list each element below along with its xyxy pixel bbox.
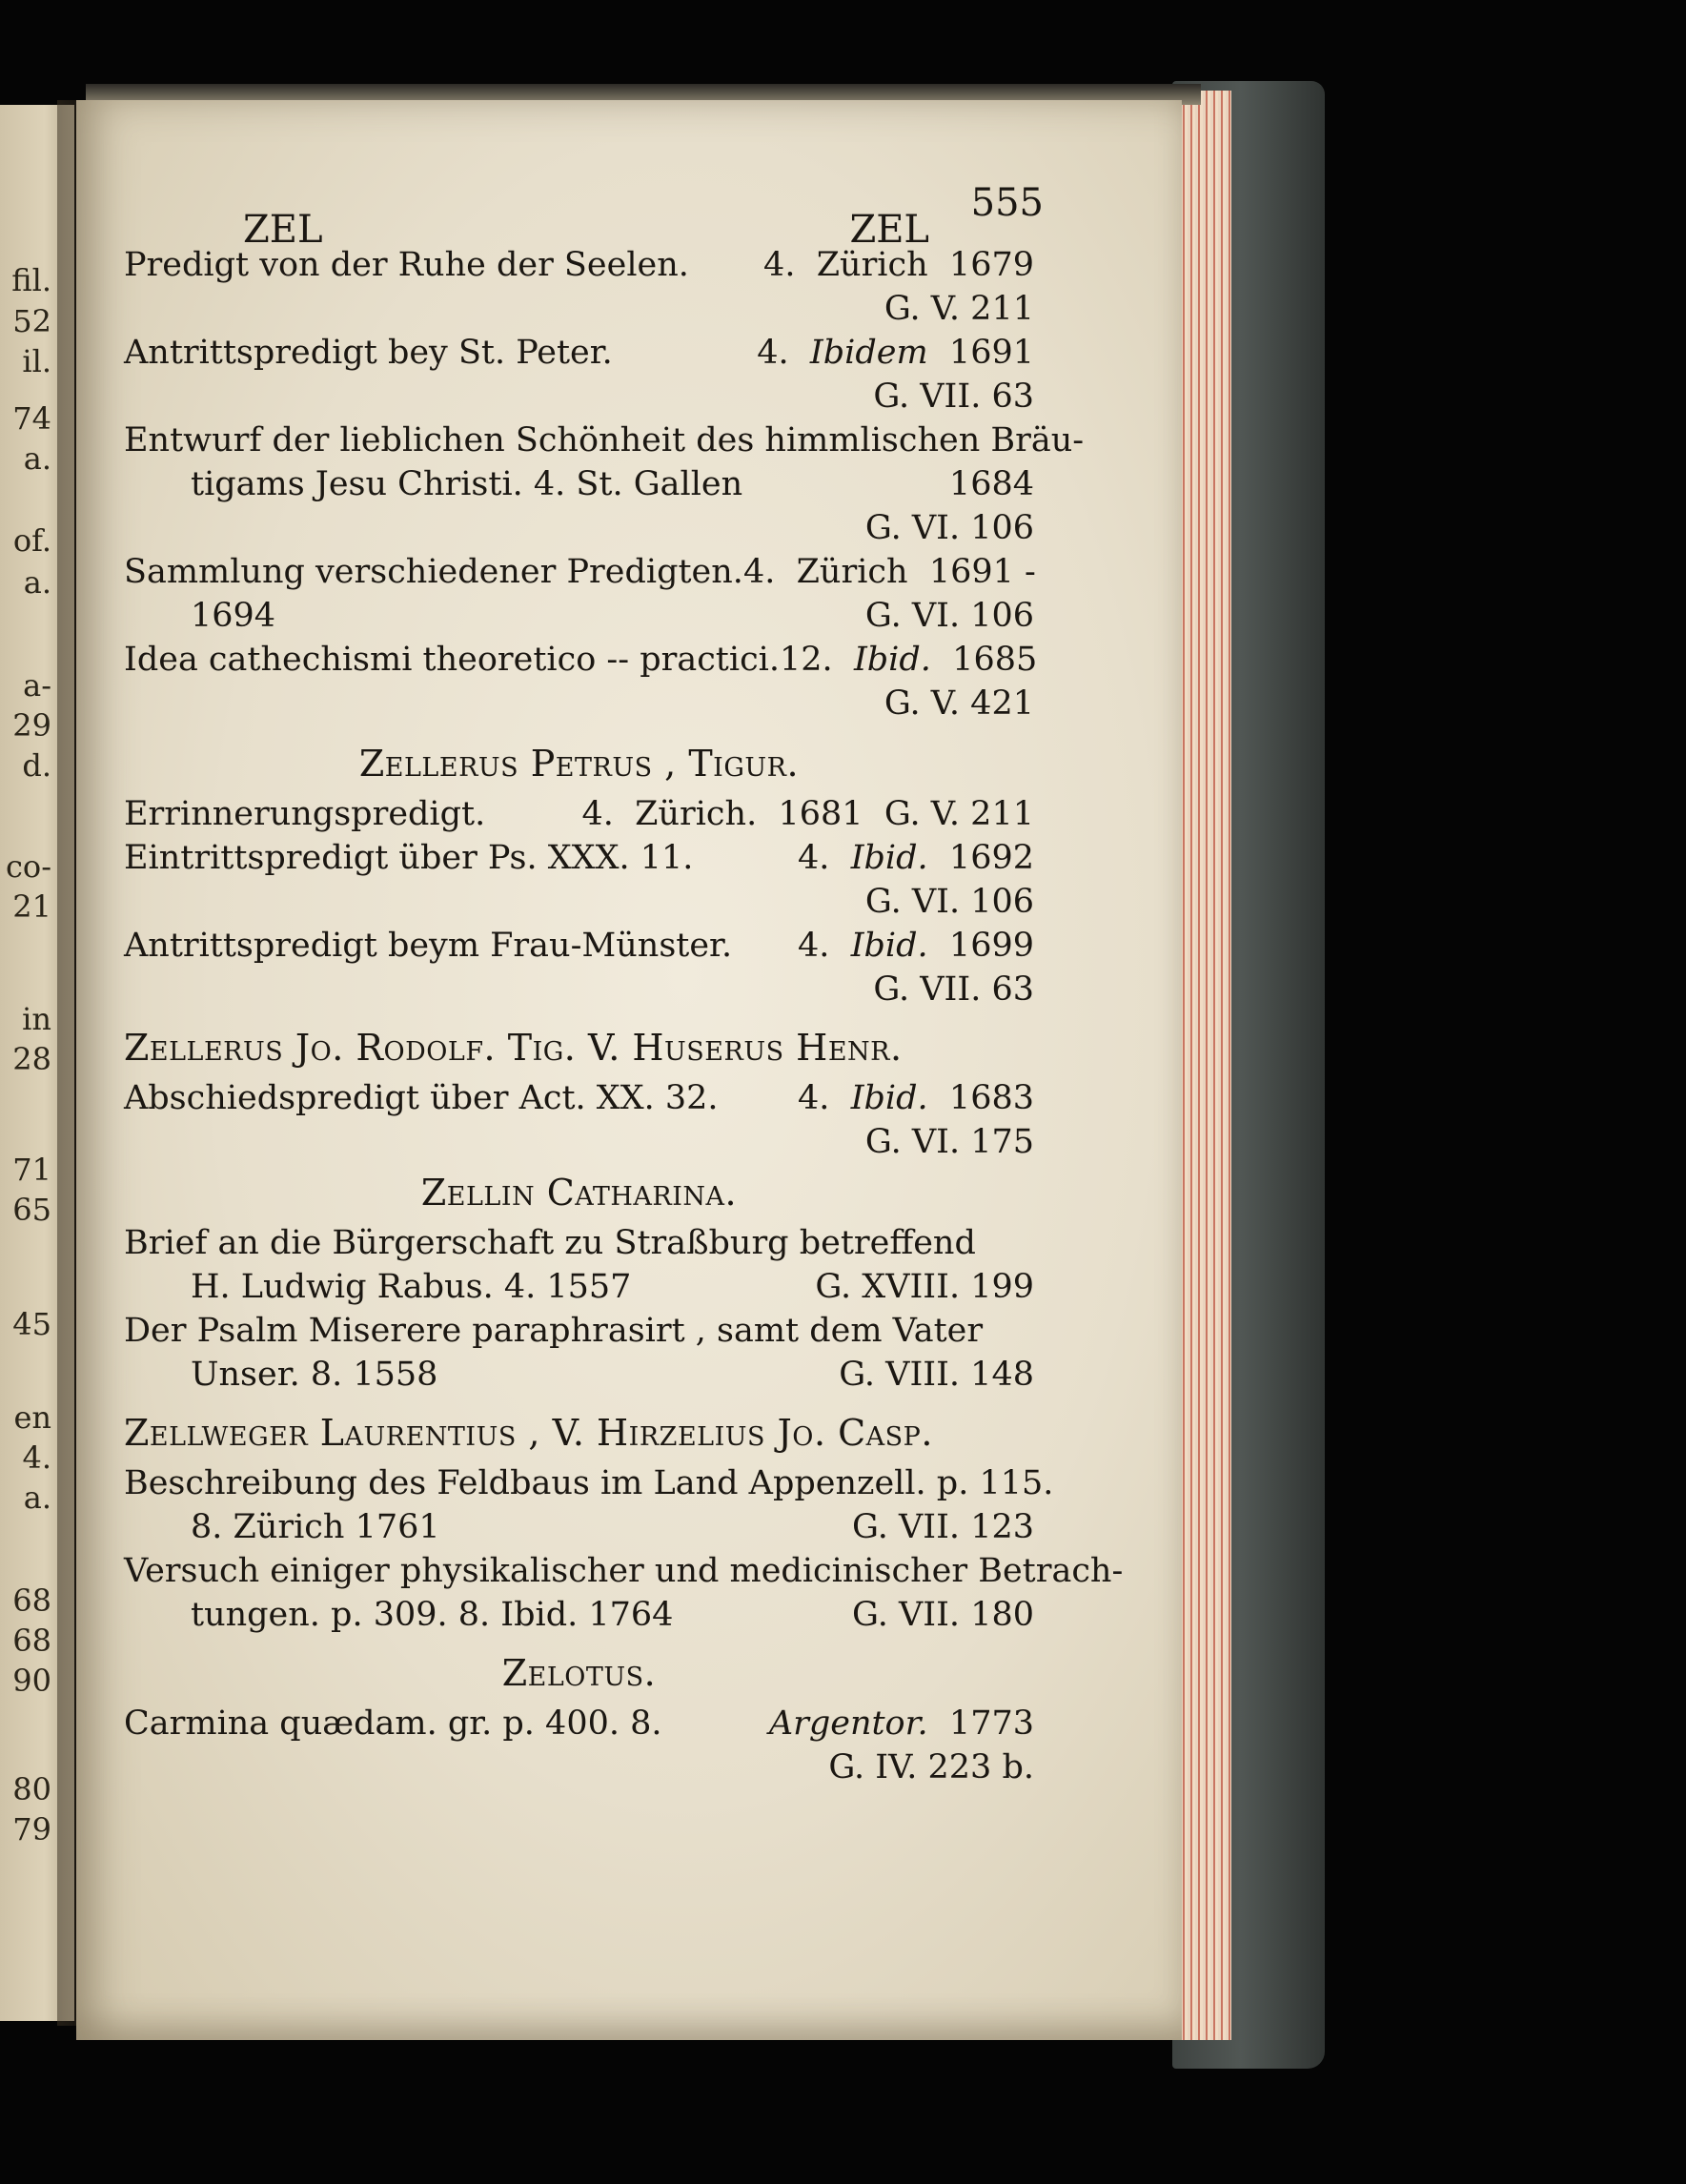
- left-margin-fragment: co-: [6, 848, 51, 885]
- entry-reference: G. IV. 223 b.: [828, 1748, 1034, 1786]
- entry-format: 4.: [742, 553, 776, 591]
- entry-title: Der Psalm Miserere paraphrasirt , samt dem Vater: [124, 1312, 984, 1350]
- left-margin-fragment: en: [13, 1399, 51, 1436]
- entry-place: Zürich: [796, 553, 908, 591]
- left-margin-fragment: ﬁl.: [11, 262, 51, 298]
- section-heading: Zellerus Petrus , Tigur.: [358, 743, 800, 785]
- entry-title: Idea cathechismi theoretico -- practici.: [124, 641, 780, 679]
- left-margin-fragment: d.: [22, 747, 51, 784]
- entry-format: 4.: [763, 246, 796, 284]
- section-heading: Zellweger Laurentius , V. Hirzelius Jo. Casp.: [124, 1412, 933, 1454]
- left-margin-fragment: a.: [23, 564, 51, 601]
- entry-continuation: Unser. 8. 1558: [191, 1356, 438, 1394]
- list-item: [124, 638, 1038, 725]
- left-margin-fragment: 21: [12, 888, 51, 925]
- entry-reference: G. XVIII. 199: [815, 1268, 1034, 1306]
- left-margin-fragment: 68: [12, 1582, 51, 1619]
- entry-year: 1773: [948, 1704, 1034, 1743]
- entry-place: Argentor.: [768, 1704, 928, 1743]
- section-heading: Zelotus.: [501, 1652, 657, 1694]
- section-zeller-continued: [124, 243, 1085, 725]
- section-zellerus-petrus: [124, 735, 1034, 1011]
- list-item: [124, 1702, 1034, 1789]
- left-margin-fragment: in: [22, 1001, 51, 1037]
- list-item: [124, 836, 1034, 924]
- left-margin-fragment: 90: [12, 1663, 51, 1699]
- list-item: [124, 1309, 1034, 1397]
- left-margin-fragment: 29: [12, 707, 51, 744]
- entry-place: Zürich.: [635, 795, 758, 833]
- entry-title: Beschreibung des Feldbaus im Land Appenzell. p. 115.: [124, 1464, 1054, 1502]
- list-item: [124, 1549, 1124, 1637]
- section-zelotus: [124, 1644, 1034, 1789]
- list-item: [124, 1221, 1034, 1309]
- left-margin-fragment: 4.: [22, 1439, 51, 1476]
- entry-reference: G. V. 211: [884, 795, 1034, 833]
- header-right: ZEL: [849, 208, 929, 252]
- entry-year: 1685: [952, 641, 1038, 679]
- left-margin-fragment: 80: [12, 1771, 51, 1807]
- entry-reference: G. VIII. 148: [839, 1356, 1034, 1394]
- left-margin-fragment: 71: [12, 1152, 51, 1188]
- entry-format: 4.: [798, 839, 830, 877]
- entry-title: Carmina quædam. gr. p. 400. 8.: [124, 1704, 662, 1743]
- entry-format: 4.: [757, 334, 789, 372]
- list-item: [124, 1076, 1034, 1164]
- entry-reference: G. VII. 123: [852, 1508, 1034, 1546]
- entry-place: Ibid.: [850, 1079, 928, 1117]
- entry-place: Ibid.: [850, 839, 928, 877]
- entry-reference: G. VI. 106: [864, 509, 1034, 547]
- section-zellweger-laurentius: [124, 1404, 1124, 1637]
- left-margin-fragment: 74: [12, 400, 51, 437]
- entry-place: Ibid.: [853, 641, 931, 679]
- left-margin-fragment: a-: [23, 667, 51, 704]
- entry-place: Ibid.: [850, 927, 928, 965]
- entry-title: Entwurf der lieblichen Schönheit des himmlischen Bräu-: [124, 421, 1085, 459]
- list-item: [124, 243, 1034, 331]
- entry-year: 1699: [948, 927, 1034, 965]
- section-zellin-catharina: [124, 1164, 1034, 1397]
- left-margin-fragment: 65: [12, 1192, 51, 1228]
- entry-reference: G. V. 421: [884, 684, 1034, 723]
- left-margin-fragment: 68: [12, 1623, 51, 1659]
- page-content: [124, 186, 1124, 1789]
- entry-format: 12.: [780, 641, 833, 679]
- left-margin-fragment: 79: [12, 1811, 51, 1847]
- list-item: [124, 792, 1034, 836]
- entry-reference: G. VII. 180: [852, 1596, 1034, 1634]
- entry-continuation: tigams Jesu Christi. 4. St. Gallen: [191, 465, 743, 503]
- left-margin-fragment: 28: [12, 1041, 51, 1077]
- entry-reference: G. VII. 63: [873, 970, 1034, 1009]
- left-margin-fragment: a.: [23, 440, 51, 477]
- entry-reference: G. VI. 106: [864, 883, 1034, 921]
- entry-title: Predigt von der Ruhe der Seelen.: [124, 246, 689, 284]
- entry-title: Abschiedspredigt über Act. XX. 32.: [124, 1079, 719, 1117]
- entry-continuation: 8. Zürich 1761: [191, 1508, 440, 1546]
- entry-title: Versuch einiger physikalischer und medicinischer Betrach-: [124, 1552, 1124, 1590]
- entry-place: Zürich: [816, 246, 928, 284]
- entry-format: 4.: [581, 795, 614, 833]
- section-zellerus-rodolf: [124, 1019, 1034, 1164]
- entry-reference: G. V. 211: [884, 290, 1034, 328]
- section-heading: Zellerus Jo. Rodolf. Tig. V. Huserus Henr.: [124, 1027, 903, 1069]
- entry-year: 1679: [948, 246, 1034, 284]
- entry-reference: G. VII. 63: [873, 378, 1034, 416]
- left-margin-fragment: a.: [23, 1480, 51, 1516]
- entry-year: 1683: [948, 1079, 1034, 1117]
- left-margin-fragment: il.: [22, 343, 51, 379]
- entry-format: 4.: [798, 927, 830, 965]
- entry-title: Sammlung verschiedener Predigten.: [124, 553, 743, 591]
- entry-reference: G. VI. 106: [864, 597, 1034, 635]
- entry-reference: G. VI. 175: [864, 1123, 1034, 1161]
- entry-title: Antrittspredigt beym Frau-Münster.: [124, 927, 733, 965]
- entry-title: Eintrittspredigt über Ps. XXX. 11.: [124, 839, 694, 877]
- entry-year: 1681: [778, 795, 863, 833]
- entry-year: 1692: [948, 839, 1034, 877]
- entry-place: Ibidem: [809, 334, 928, 372]
- entry-continuation: tungen. p. 309. 8. Ibid. 1764: [191, 1596, 674, 1634]
- entry-title: Antrittspredigt bey St. Peter.: [124, 334, 613, 372]
- entry-title: Brief an die Bürgerschaft zu Straßburg betreffend: [124, 1224, 976, 1262]
- entry-format: 4.: [798, 1079, 830, 1117]
- list-item: [124, 331, 1034, 418]
- page-number: 555: [970, 181, 1044, 225]
- section-heading: Zellin Catharina.: [420, 1172, 738, 1214]
- entry-continuation: H. Ludwig Rabus. 4. 1557: [191, 1268, 632, 1306]
- entry-year: 1684: [948, 465, 1034, 503]
- list-item: [124, 550, 1034, 638]
- left-margin-fragment: 45: [12, 1306, 51, 1342]
- list-item: [124, 924, 1034, 1011]
- entry-title: Errinnerungspredigt.: [124, 795, 486, 833]
- entry-year: 1691 -: [928, 553, 1036, 591]
- header-left: ZEL: [243, 208, 323, 252]
- list-item: [124, 1461, 1054, 1549]
- list-item: [124, 418, 1085, 550]
- entry-year: 1691: [948, 334, 1034, 372]
- left-margin-fragment: of.: [12, 522, 51, 559]
- entry-continuation: 1694: [191, 597, 276, 635]
- left-margin-fragment: 52: [12, 303, 51, 339]
